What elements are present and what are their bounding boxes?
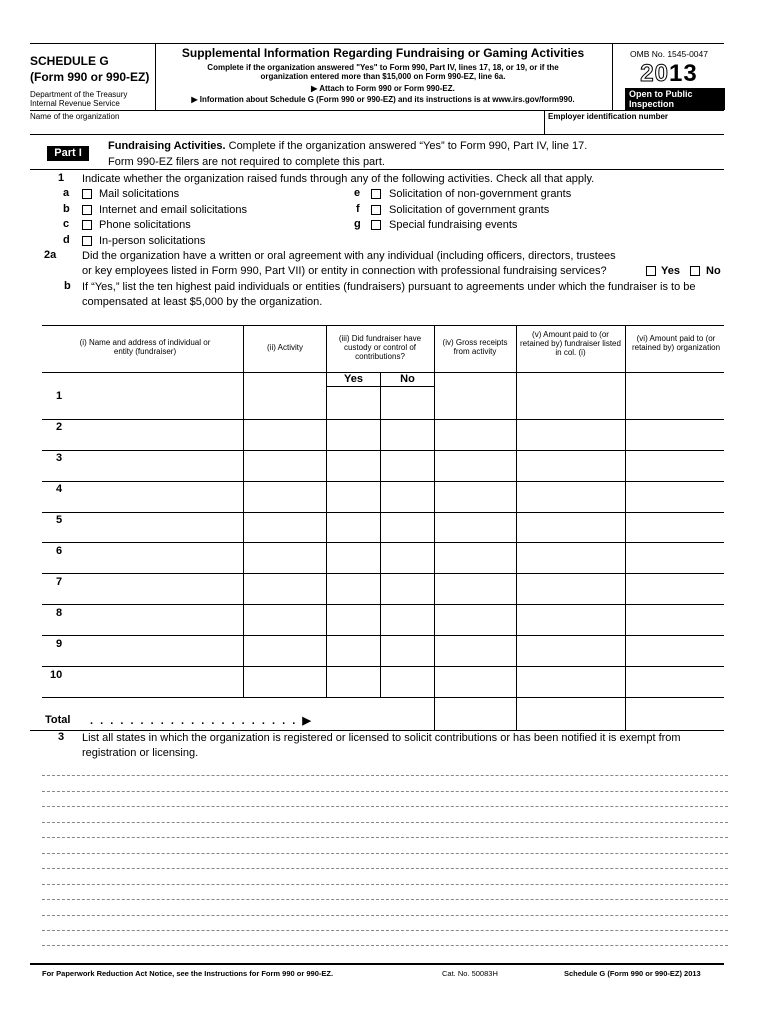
omb-number: OMB No. 1545-0047 bbox=[630, 49, 708, 59]
option-label: In-person solicitations bbox=[99, 235, 206, 247]
line3-text: List all states in which the organization is registered or licensed to solicit contributions or has been notified it is exempt from bbox=[82, 732, 681, 744]
part-title: Fundraising Activities. Complete if the organization answered “Yes” to Form 990, Part IV, line 17. bbox=[108, 140, 588, 152]
option-letter: f bbox=[356, 203, 360, 215]
open-to-public: Open to Public Inspection bbox=[625, 88, 725, 110]
line-number: 1 bbox=[58, 172, 65, 184]
line1-text: Indicate whether the organization raised funds through any of the following activities. Check all that apply. bbox=[82, 173, 595, 185]
option-label: Mail solicitations bbox=[99, 188, 180, 200]
table-row: 8 bbox=[56, 607, 63, 619]
phone-checkbox[interactable] bbox=[82, 220, 92, 230]
option-label: Phone solicitations bbox=[99, 219, 191, 231]
option-letter: c bbox=[63, 218, 70, 230]
gov-grants-checkbox[interactable] bbox=[371, 205, 381, 215]
department: Department of the Treasury Internal Revenue Service bbox=[30, 90, 128, 108]
no-label: No bbox=[706, 265, 721, 277]
ein-label: Employer identification number bbox=[548, 112, 669, 121]
fundraiser-name-cell[interactable] bbox=[44, 388, 242, 418]
in-person-checkbox[interactable] bbox=[82, 236, 92, 246]
schedule-title: SCHEDULE G bbox=[30, 54, 109, 68]
table-row: 1 bbox=[56, 390, 63, 402]
part-title-line2: Form 990-EZ filers are not required to complete this part. bbox=[108, 156, 385, 168]
omb-block bbox=[612, 44, 725, 110]
custody-no-header: No bbox=[400, 373, 415, 385]
total-dots: . . . . . . . . . . . . . . . . . . . . . ▶ bbox=[90, 715, 313, 727]
form-name: (Form 990 or 990-EZ) bbox=[30, 70, 150, 84]
option-label: Internet and email solicitations bbox=[99, 204, 247, 216]
col-header-custody: (iii) Did fundraiser have custody or control of contributions? bbox=[338, 334, 422, 361]
table-row: 6 bbox=[56, 545, 63, 557]
tax-year: 2013 bbox=[640, 60, 698, 87]
option-letter: e bbox=[354, 187, 361, 199]
org-name-label: Name of the organization bbox=[30, 112, 120, 121]
line2b-text: If “Yes,” list the ten highest paid individuals or entities (fundraisers) pursuant to agreements under which the fundraiser is to be bbox=[82, 281, 696, 293]
non-gov-grants-checkbox[interactable] bbox=[371, 189, 381, 199]
total-label: Total bbox=[45, 714, 71, 726]
special-events-checkbox[interactable] bbox=[371, 220, 381, 230]
option-label: Solicitation of government grants bbox=[389, 204, 550, 216]
col-header-paid-fundraiser: (v) Amount paid to (or retained by) fundraiser listed in col. (i) bbox=[520, 330, 621, 357]
table-row: 5 bbox=[56, 514, 63, 526]
col-header-name: (i) Name and address of individual or entity (fundraiser) bbox=[79, 338, 211, 356]
option-letter: d bbox=[63, 234, 70, 246]
ein-field[interactable] bbox=[548, 122, 724, 134]
line-number: 2a bbox=[44, 249, 57, 261]
part-label: Part I bbox=[47, 146, 89, 161]
table-row: 10 bbox=[50, 669, 63, 681]
form-footer-id: Schedule G (Form 990 or 990-EZ) 2013 bbox=[564, 969, 701, 978]
info-note: ▶ Information about Schedule G (Form 990 or 990-EZ) and its instructions is at www.irs.gov/form990. bbox=[191, 95, 575, 104]
line2a-text: Did the organization have a written or oral agreement with any individual (including officers, directors, trustees bbox=[82, 250, 616, 262]
option-letter: b bbox=[63, 203, 70, 215]
agreement-yes-checkbox[interactable] bbox=[646, 266, 656, 276]
custody-yes-header: Yes bbox=[344, 373, 363, 385]
paperwork-notice: For Paperwork Reduction Act Notice, see the Instructions for Form 990 or 990-EZ. bbox=[42, 969, 334, 978]
line2b-text: compensated at least $5,000 by the organization. bbox=[82, 296, 323, 308]
col-header-paid-org: (vi) Amount paid to (or retained by) organization bbox=[631, 334, 721, 352]
line3-text: registration or licensing. bbox=[82, 747, 199, 759]
table-row: 3 bbox=[56, 452, 63, 464]
form-title: Supplemental Information Regarding Fundraising or Gaming Activities bbox=[181, 46, 585, 60]
line-number: 3 bbox=[58, 731, 65, 743]
line-number: b bbox=[64, 280, 71, 292]
schedule-header bbox=[30, 44, 156, 110]
option-letter: a bbox=[63, 187, 70, 199]
catalog-number: Cat. No. 50083H bbox=[442, 969, 498, 978]
option-label: Special fundraising events bbox=[389, 219, 518, 231]
instructions: Complete if the organization answered "Yes" to Form 990, Part IV, lines 17, 18, or 19, or if the organization entered more than $15,000 on Form 990-EZ, line 6a. bbox=[207, 63, 559, 81]
mail-checkbox[interactable] bbox=[82, 189, 92, 199]
form-title-block bbox=[156, 44, 610, 110]
table-row: 4 bbox=[56, 483, 63, 495]
yes-label: Yes bbox=[661, 265, 680, 277]
line2a-text: or key employees listed in Form 990, Part VII) or entity in connection with professional fundraising services? bbox=[82, 265, 607, 277]
attach-note: ▶ Attach to Form 990 or Form 990-EZ. bbox=[311, 84, 455, 93]
option-label: Solicitation of non-government grants bbox=[389, 188, 572, 200]
org-name-field[interactable] bbox=[30, 122, 540, 134]
table-row: 2 bbox=[56, 421, 63, 433]
col-header-activity: (ii) Activity bbox=[267, 343, 303, 352]
table-row: 7 bbox=[56, 576, 63, 588]
col-header-gross: (iv) Gross receipts from activity bbox=[442, 338, 508, 356]
agreement-no-checkbox[interactable] bbox=[690, 266, 700, 276]
table-row: 9 bbox=[56, 638, 63, 650]
option-letter: g bbox=[354, 218, 361, 230]
internet-checkbox[interactable] bbox=[82, 205, 92, 215]
